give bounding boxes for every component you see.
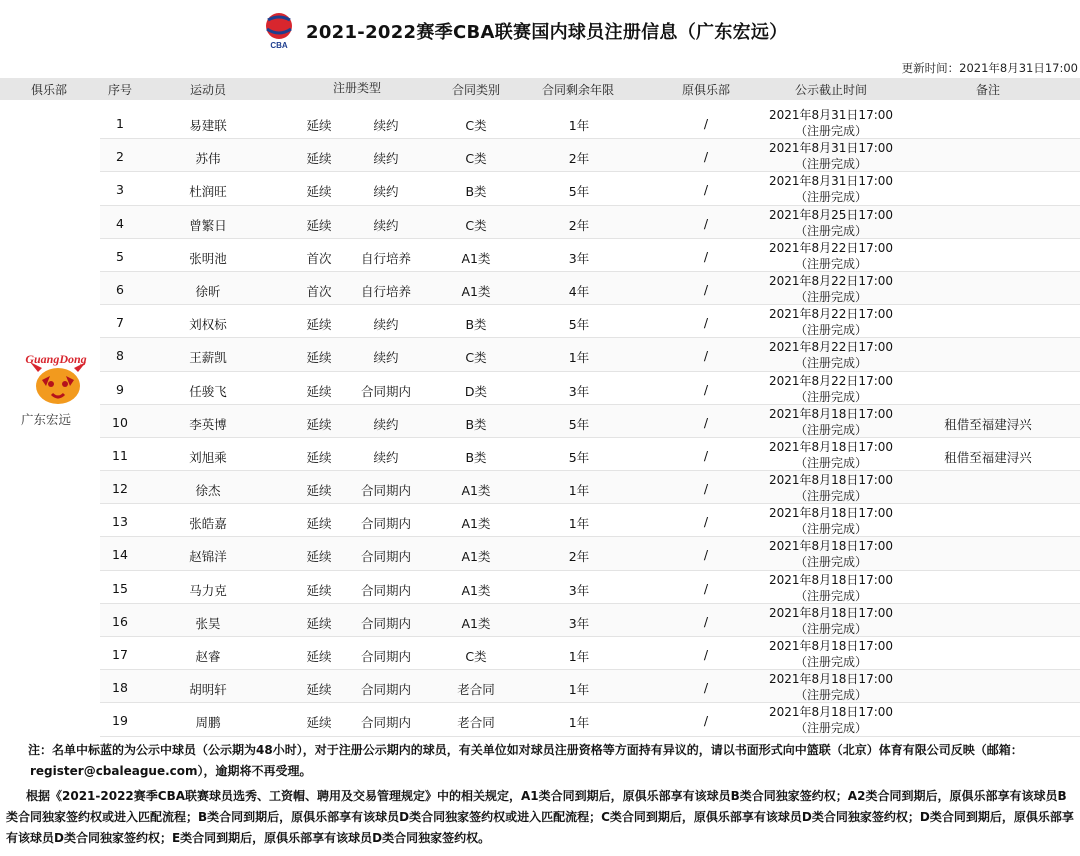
deadline-cell	[769, 306, 893, 338]
deadline-cell	[769, 339, 893, 371]
deadline-cell	[769, 406, 893, 438]
previous-club: /	[703, 580, 709, 596]
player-name: 任骏飞	[189, 383, 227, 399]
registration-status: （注册完成）	[794, 688, 867, 703]
previous-club: /	[703, 149, 709, 165]
contract-class: A1类	[461, 549, 491, 565]
contract-years: 1年	[568, 118, 590, 133]
registration-type: 延续	[306, 151, 332, 167]
row-number: 10	[112, 414, 128, 430]
row-number: 18	[112, 680, 128, 696]
registration-type: 延续	[306, 516, 332, 532]
previous-club: /	[703, 414, 709, 430]
contract-years: 1年	[568, 483, 590, 499]
contract-years: 5年	[568, 184, 590, 200]
previous-club: /	[703, 116, 709, 131]
contract-years: 1年	[568, 516, 590, 532]
player-name: 张皓嘉	[189, 516, 227, 532]
table-row	[100, 172, 1080, 205]
contract-years: 2年	[568, 151, 590, 167]
registration-type: 延续	[306, 217, 332, 233]
contract-class: A1类	[461, 582, 491, 598]
previous-club: /	[703, 680, 709, 696]
row-number: 13	[112, 514, 128, 530]
deadline-time: 2021年8月18日17:00	[768, 639, 894, 653]
registration-type: 延续	[306, 383, 332, 399]
col-reg-type: 注册类型	[332, 81, 382, 95]
deadline-cell	[769, 207, 893, 239]
registration-subtype: 续约	[373, 217, 399, 233]
contract-years: 1年	[568, 715, 590, 731]
registration-subtype: 合同期内	[360, 715, 412, 731]
registration-type: 延续	[306, 184, 332, 200]
registration-type: 延续	[306, 649, 332, 664]
contract-years: 2年	[568, 549, 590, 565]
table-row	[100, 637, 1080, 670]
row-number: 1	[116, 116, 124, 131]
registration-status: （注册完成）	[794, 621, 867, 636]
deadline-cell	[769, 173, 893, 205]
contract-class: B类	[465, 416, 487, 432]
table-row	[100, 571, 1080, 604]
registration-subtype: 续约	[373, 151, 399, 167]
contract-years: 3年	[568, 582, 590, 598]
registration-status: （注册完成）	[794, 124, 867, 138]
registration-status: （注册完成）	[794, 389, 867, 404]
contract-class: A1类	[461, 283, 491, 299]
registration-status: （注册完成）	[794, 455, 867, 470]
note-regulation: 根据《2021-2022赛季CBA联赛球员选秀、工资帽、聘用及交易管理规定》中的相关规定，A1类合同到期后，原俱乐部享有该球员B类合同独家签约权；A2类合同到期后，原俱乐部享有该球员B类合同独家签约权或进入匹配流程；B类合同到期后，原俱乐部享有该球员D类合同独家签约权或进入匹配流程；C类合同到期后，原俱乐部享有该球员D类合同独家签约权；D类合同到期后，原俱乐部享有该球员D类合同独家签约权；E类合同到期后，原俱乐部享有该球员D类合同独家签约权。	[6, 789, 1074, 845]
row-number: 7	[116, 315, 124, 331]
row-number: 8	[116, 348, 124, 364]
contract-years: 5年	[568, 317, 590, 333]
table-row	[100, 703, 1080, 736]
contract-class: 老合同	[457, 715, 495, 731]
row-number: 15	[112, 580, 128, 596]
cba-logo-icon	[262, 10, 296, 50]
player-name: 刘旭乘	[189, 449, 227, 465]
guangdong-tiger-logo-icon	[16, 350, 100, 406]
table-header	[0, 78, 1080, 100]
contract-years: 3年	[568, 615, 590, 631]
registration-status: （注册完成）	[794, 489, 867, 504]
col-remark: 备注	[975, 83, 1001, 97]
previous-club: /	[703, 348, 709, 364]
player-name: 赵锦洋	[189, 549, 227, 565]
registration-type: 延续	[306, 416, 332, 432]
deadline-time: 2021年8月18日17:00	[768, 506, 894, 521]
registration-status: （注册完成）	[794, 721, 867, 736]
registration-status: （注册完成）	[794, 256, 867, 271]
registration-subtype: 合同期内	[360, 516, 412, 532]
row-number: 14	[112, 547, 128, 563]
note-objection: 注：名单中标蓝的为公示中球员（公示期为48小时），对于注册公示期内的球员，有关单位如对球员注册资格等方面持有异议的，请以书面形式向中篮联（北京）体育有限公司反映（邮箱：register@cbaleague.com），逾期将不再受理。	[28, 743, 1023, 778]
registration-type: 延续	[306, 118, 332, 133]
row-number: 11	[112, 447, 128, 463]
registration-type: 首次	[306, 283, 332, 299]
page-header	[0, 8, 1080, 54]
deadline-time: 2021年8月18日17:00	[768, 473, 894, 488]
player-table	[100, 106, 1080, 737]
table-row	[100, 106, 1080, 139]
deadline-cell	[769, 107, 893, 139]
contract-years: 2年	[568, 217, 590, 233]
player-name: 徐杰	[195, 483, 221, 499]
deadline-time: 2021年8月22日17:00	[768, 340, 894, 355]
registration-subtype: 续约	[373, 184, 399, 200]
contract-class: C类	[465, 151, 487, 167]
previous-club: /	[703, 514, 709, 530]
col-club: 俱乐部	[30, 83, 68, 97]
row-number: 2	[116, 149, 124, 165]
registration-status: （注册完成）	[794, 555, 867, 570]
registration-status: （注册完成）	[794, 190, 867, 205]
table-row	[100, 372, 1080, 405]
col-years: 合同剩余年限	[541, 83, 615, 97]
deadline-time: 2021年8月18日17:00	[768, 605, 894, 620]
deadline-cell	[769, 240, 893, 272]
contract-years: 5年	[568, 449, 590, 465]
row-number: 16	[112, 613, 128, 629]
player-name: 张昊	[195, 615, 221, 631]
registration-subtype: 续约	[373, 416, 399, 432]
contract-class: C类	[465, 350, 487, 366]
previous-club: /	[703, 613, 709, 629]
deadline-time: 2021年8月31日17:00	[768, 174, 894, 189]
previous-club: /	[703, 647, 709, 662]
deadline-time: 2021年8月22日17:00	[768, 240, 894, 255]
deadline-cell	[769, 439, 893, 471]
deadline-cell	[769, 638, 893, 670]
notes-section	[0, 740, 1080, 849]
deadline-cell	[769, 704, 893, 736]
remark: 租借至福建浔兴	[944, 416, 1032, 432]
table-row	[100, 338, 1080, 371]
contract-class: B类	[465, 317, 487, 333]
deadline-cell	[769, 472, 893, 504]
player-name: 赵睿	[195, 649, 221, 664]
registration-subtype: 合同期内	[360, 549, 412, 565]
contract-class: A1类	[461, 250, 491, 266]
registration-subtype: 合同期内	[360, 483, 412, 499]
table-row	[100, 604, 1080, 637]
registration-subtype: 续约	[373, 118, 399, 133]
col-prev-club: 原俱乐部	[681, 83, 731, 97]
player-name: 曾繁日	[189, 217, 227, 233]
previous-club: /	[703, 215, 709, 231]
svg-text:GuangDong: GuangDong	[25, 352, 87, 366]
contract-class: 老合同	[457, 682, 495, 698]
svg-text:CBA: CBA	[270, 41, 288, 50]
previous-club: /	[703, 381, 709, 397]
table-row	[100, 537, 1080, 570]
deadline-cell	[769, 505, 893, 537]
registration-status: （注册完成）	[794, 422, 867, 437]
contract-years: 3年	[568, 250, 590, 266]
row-number: 5	[116, 248, 124, 264]
registration-subtype: 自行培养	[360, 283, 412, 299]
club-cell	[0, 106, 100, 736]
col-deadline: 公示截止时间	[794, 83, 868, 97]
registration-status: （注册完成）	[794, 522, 867, 537]
table-row	[100, 239, 1080, 272]
previous-club: /	[703, 182, 709, 198]
contract-years: 1年	[568, 649, 590, 664]
player-name: 杜润旺	[189, 184, 227, 200]
update-time: 更新时间：2021年8月31日17:00	[901, 61, 1078, 75]
registration-subtype: 合同期内	[360, 615, 412, 631]
registration-subtype: 合同期内	[360, 649, 412, 664]
registration-status: （注册完成）	[794, 289, 867, 304]
registration-type: 延续	[306, 682, 332, 698]
col-no: 序号	[107, 83, 133, 97]
registration-type: 首次	[306, 250, 332, 266]
registration-type: 延续	[306, 582, 332, 598]
row-number: 9	[116, 381, 124, 397]
deadline-cell	[769, 605, 893, 637]
col-player: 运动员	[189, 83, 227, 97]
registration-status: （注册完成）	[794, 588, 867, 603]
deadline-time: 2021年8月18日17:00	[768, 572, 894, 587]
registration-type: 延续	[306, 483, 332, 499]
table-row	[100, 471, 1080, 504]
registration-subtype: 自行培养	[360, 250, 412, 266]
registration-type: 延续	[306, 449, 332, 465]
player-name: 胡明轩	[189, 682, 227, 698]
registration-subtype: 续约	[373, 449, 399, 465]
table-row	[100, 206, 1080, 239]
contract-class: A1类	[461, 483, 491, 499]
player-name: 徐昕	[195, 283, 221, 299]
registration-type: 延续	[306, 715, 332, 731]
player-name: 张明池	[189, 250, 227, 266]
table-row	[100, 405, 1080, 438]
registration-type: 延续	[306, 317, 332, 333]
registration-status: （注册完成）	[794, 655, 867, 669]
contract-class: A1类	[461, 516, 491, 532]
deadline-time: 2021年8月18日17:00	[768, 439, 894, 454]
deadline-cell	[769, 538, 893, 570]
player-name: 马力克	[189, 582, 227, 598]
row-number: 6	[116, 281, 124, 297]
deadline-time: 2021年8月22日17:00	[768, 373, 894, 388]
table-row	[100, 272, 1080, 305]
player-name: 周鹏	[195, 715, 221, 731]
contract-class: D类	[464, 383, 488, 399]
registration-subtype: 合同期内	[360, 582, 412, 598]
table-row	[100, 305, 1080, 338]
deadline-time: 2021年8月18日17:00	[768, 705, 894, 720]
deadline-time: 2021年8月22日17:00	[768, 273, 894, 288]
previous-club: /	[703, 281, 709, 297]
deadline-time: 2021年8月31日17:00	[768, 141, 894, 156]
deadline-time: 2021年8月25日17:00	[768, 207, 894, 222]
player-name: 易建联	[189, 118, 227, 133]
previous-club: /	[703, 248, 709, 264]
deadline-cell	[769, 671, 893, 703]
table-row	[100, 438, 1080, 471]
contract-years: 5年	[568, 416, 590, 432]
registration-subtype: 合同期内	[360, 682, 412, 698]
contract-class: C类	[465, 217, 487, 233]
registration-status: （注册完成）	[794, 157, 867, 172]
deadline-time: 2021年8月18日17:00	[768, 406, 894, 421]
registration-type: 延续	[306, 549, 332, 565]
contract-class: C类	[465, 118, 487, 133]
page-title: 2021-2022赛季CBA联赛国内球员注册信息（广东宏远）	[306, 22, 788, 43]
contract-years: 3年	[568, 383, 590, 399]
deadline-time: 2021年8月22日17:00	[768, 307, 894, 322]
previous-club: /	[703, 481, 709, 497]
deadline-cell	[769, 572, 893, 604]
contract-class: B类	[465, 449, 487, 465]
row-number: 4	[116, 215, 124, 231]
deadline-time: 2021年8月31日17:00	[768, 108, 894, 122]
row-number: 12	[112, 481, 128, 497]
contract-years: 1年	[568, 682, 590, 698]
registration-subtype: 续约	[373, 317, 399, 333]
contract-years: 1年	[568, 350, 590, 366]
player-name: 王薪凯	[189, 350, 227, 366]
previous-club: /	[703, 447, 709, 463]
registration-status: （注册完成）	[794, 323, 867, 338]
player-name: 苏伟	[195, 151, 221, 167]
club-name: 广东宏远	[20, 412, 71, 427]
deadline-time: 2021年8月18日17:00	[768, 672, 894, 687]
table-row	[100, 139, 1080, 172]
registration-status: （注册完成）	[794, 223, 867, 238]
contract-class: C类	[465, 649, 487, 664]
row-number: 19	[112, 713, 128, 729]
registration-status: （注册完成）	[794, 356, 867, 371]
previous-club: /	[703, 315, 709, 331]
previous-club: /	[703, 547, 709, 563]
registration-type: 延续	[306, 350, 332, 366]
registration-type: 延续	[306, 615, 332, 631]
deadline-time: 2021年8月18日17:00	[768, 539, 894, 554]
deadline-cell	[769, 373, 893, 405]
deadline-cell	[769, 140, 893, 172]
previous-club: /	[703, 713, 709, 729]
row-number: 17	[112, 647, 128, 662]
col-contract: 合同类别	[451, 83, 501, 97]
table-row	[100, 670, 1080, 703]
player-name: 刘权标	[189, 317, 227, 333]
registration-subtype: 续约	[373, 350, 399, 366]
contract-class: B类	[465, 184, 487, 200]
contract-years: 4年	[568, 283, 590, 299]
remark: 租借至福建浔兴	[944, 449, 1032, 465]
registration-subtype: 合同期内	[360, 383, 412, 399]
contract-class: A1类	[461, 615, 491, 631]
row-number: 3	[116, 182, 124, 198]
table-row	[100, 504, 1080, 537]
deadline-cell	[769, 273, 893, 305]
player-name: 李英博	[189, 416, 227, 432]
